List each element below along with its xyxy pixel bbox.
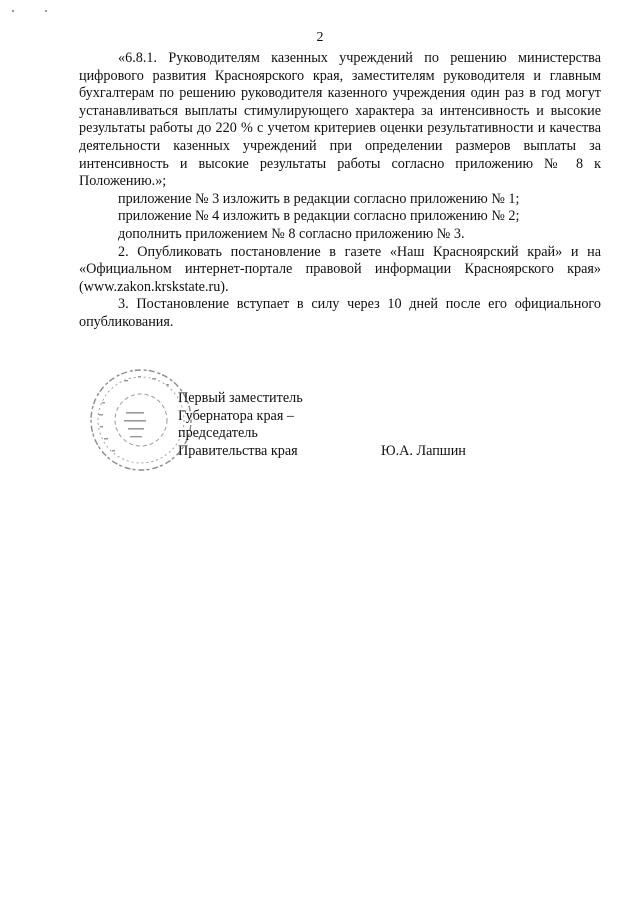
signatory-title-line: Правительства края bbox=[178, 442, 298, 459]
signatory-title-line: председатель bbox=[178, 425, 258, 442]
document-body bbox=[79, 50, 601, 332]
scan-artifact bbox=[45, 10, 47, 12]
signatory-title-line: Губернатора края – bbox=[178, 407, 295, 424]
signer-name: Ю.А. Лапшин bbox=[381, 443, 466, 459]
paragraph-appendix-8: дополнить приложением № 8 согласно приложению № 3. bbox=[118, 225, 465, 242]
paragraph-effective-date: 3. Постановление вступает в силу через 10 дней после его официального опубликования. bbox=[79, 296, 601, 330]
paragraph-6-8-1: «6.8.1. Руководителям казенных учреждений по решению министерства цифрового развития Красноярского края, заместителям руководителя и главным бухгалтерам по решению руководителя казенного учреждения один раз в год могут устанавливаться выплаты стимулирующего характера за интенсивность и высокие результаты работы до 220 % с учетом критериев оценки результативности и качества деятельности казенных учреждений при определении размеров выплаты за интенсивность и высокие результаты работы согласно приложению № 8 к Положению.»; bbox=[79, 50, 601, 190]
signatory-title bbox=[178, 390, 303, 460]
signatory-title-line: Первый заместитель bbox=[178, 390, 303, 406]
paragraph-publish: 2. Опубликовать постановление в газете «Наш Красноярский край» и на «Официальном интернет-портале правовой информации Красноярского края» (www.zakon.krskstate.ru). bbox=[79, 243, 601, 295]
paragraph-appendix-4: приложение № 4 изложить в редакции согласно приложению № 2; bbox=[118, 208, 520, 225]
paragraph-appendix-3: приложение № 3 изложить в редакции согласно приложению № 1; bbox=[118, 190, 520, 207]
scan-artifact bbox=[12, 10, 14, 12]
page-number: 2 bbox=[316, 30, 324, 45]
